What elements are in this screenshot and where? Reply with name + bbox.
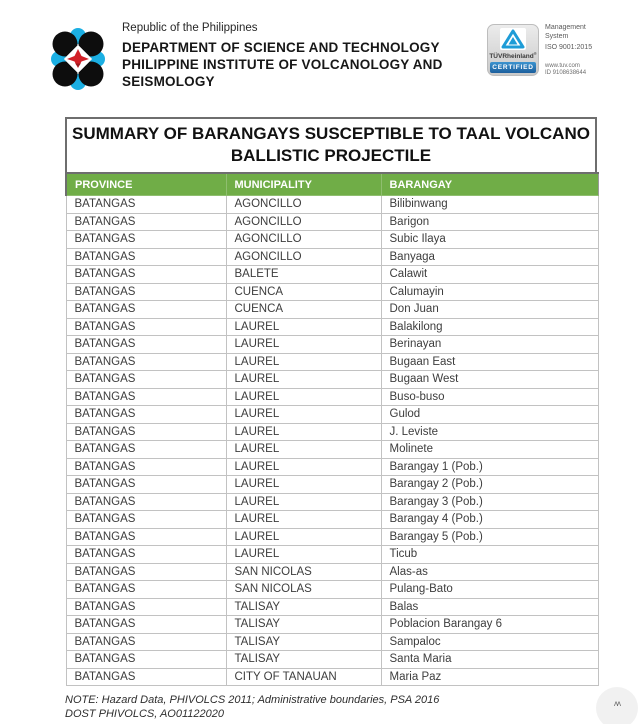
- column-header-municipality: MUNICIPALITY: [226, 173, 381, 196]
- table-title-line-1: SUMMARY OF BARANGAYS SUSCEPTIBLE TO TAAL VOLCANO: [72, 124, 590, 143]
- table-row: [66, 213, 598, 231]
- table-cell: Barangay 4 (Pob.): [381, 511, 598, 529]
- management-line-1: Management: [545, 24, 586, 31]
- table-cell: CUENCA: [226, 301, 381, 319]
- table-cell: BATANGAS: [66, 406, 226, 424]
- table-cell: Pulang-Bato: [381, 581, 598, 599]
- table-cell: Bilibinwang: [381, 196, 598, 214]
- table-row: [66, 423, 598, 441]
- table-cell: LAUREL: [226, 371, 381, 389]
- table-row: [66, 231, 598, 249]
- table-cell: BATANGAS: [66, 336, 226, 354]
- certification-text: [545, 24, 592, 77]
- table-cell: Berinayan: [381, 336, 598, 354]
- table-row: [66, 318, 598, 336]
- table-cell: CITY OF TANAUAN: [226, 668, 381, 686]
- table-cell: Maria Paz: [381, 668, 598, 686]
- table-title-line-2: BALLISTIC PROJECTILE: [230, 146, 432, 165]
- table-cell: LAUREL: [226, 406, 381, 424]
- table-cell: LAUREL: [226, 546, 381, 564]
- table-cell: LAUREL: [226, 458, 381, 476]
- table-cell: BATANGAS: [66, 563, 226, 581]
- footnote-line-1: NOTE: Hazard Data, PHIVOLCS 2011; Administrative boundaries, PSA 2016: [65, 694, 440, 706]
- scroll-button[interactable]: [596, 687, 638, 724]
- table-cell: Poblacion Barangay 6: [381, 616, 598, 634]
- table-row: [66, 283, 598, 301]
- table-cell: BATANGAS: [66, 248, 226, 266]
- table-row: [66, 388, 598, 406]
- tuv-url: www.tuv.com: [545, 62, 580, 69]
- table-cell: TALISAY: [226, 651, 381, 669]
- table-header: [66, 173, 598, 196]
- table-cell: BATANGAS: [66, 511, 226, 529]
- column-header-province: PROVINCE: [66, 173, 226, 196]
- table-cell: BATANGAS: [66, 581, 226, 599]
- management-line-2: System: [545, 32, 569, 40]
- table-cell: Balakilong: [381, 318, 598, 336]
- table-cell: BATANGAS: [66, 616, 226, 634]
- table-body: [66, 196, 598, 686]
- table-cell: BATANGAS: [66, 301, 226, 319]
- table-cell: Bugaan East: [381, 353, 598, 371]
- table-row: [66, 546, 598, 564]
- letterhead: [122, 22, 443, 90]
- registered-mark: ®: [533, 51, 537, 56]
- table-cell: SAN NICOLAS: [226, 563, 381, 581]
- tuv-triangle-icon: [500, 28, 526, 50]
- table-row: [66, 301, 598, 319]
- tuv-brand-label: TÜVRheinland®: [489, 51, 537, 61]
- table-cell: BATANGAS: [66, 423, 226, 441]
- table-cell: SAN NICOLAS: [226, 581, 381, 599]
- table-row: [66, 406, 598, 424]
- table-cell: TALISAY: [226, 616, 381, 634]
- table-row: [66, 633, 598, 651]
- table-cell: Banyaga: [381, 248, 598, 266]
- table-row: [66, 458, 598, 476]
- table-cell: Santa Maria: [381, 651, 598, 669]
- table-cell: BATANGAS: [66, 266, 226, 284]
- table-cell: BATANGAS: [66, 371, 226, 389]
- table-row: [66, 371, 598, 389]
- table-cell: Barangay 1 (Pob.): [381, 458, 598, 476]
- table-row: [66, 511, 598, 529]
- table-row: [66, 616, 598, 634]
- table-cell: LAUREL: [226, 388, 381, 406]
- table-cell: LAUREL: [226, 336, 381, 354]
- table-cell: J. Leviste: [381, 423, 598, 441]
- table-row: [66, 563, 598, 581]
- republic-line: Republic of the Philippines: [122, 22, 258, 34]
- table-row: [66, 598, 598, 616]
- table-cell: Bugaan West: [381, 371, 598, 389]
- table-cell: Calawit: [381, 266, 598, 284]
- table-cell: BATANGAS: [66, 318, 226, 336]
- table-cell: AGONCILLO: [226, 248, 381, 266]
- table-row: [66, 336, 598, 354]
- table-cell: Balas: [381, 598, 598, 616]
- table-row: [66, 528, 598, 546]
- table-cell: Barangay 5 (Pob.): [381, 528, 598, 546]
- table-cell: Calumayin: [381, 283, 598, 301]
- table-cell: BATANGAS: [66, 458, 226, 476]
- table-cell: LAUREL: [226, 423, 381, 441]
- table-cell: LAUREL: [226, 318, 381, 336]
- table-cell: Ticub: [381, 546, 598, 564]
- table-row: [66, 476, 598, 494]
- table-cell: LAUREL: [226, 441, 381, 459]
- table-cell: BATANGAS: [66, 231, 226, 249]
- table-row: [66, 196, 598, 214]
- table-cell: Barigon: [381, 213, 598, 231]
- table-row: [66, 668, 598, 686]
- table-cell: BATANGAS: [66, 353, 226, 371]
- table-cell: Barangay 3 (Pob.): [381, 493, 598, 511]
- table-cell: BATANGAS: [66, 441, 226, 459]
- table-cell: BATANGAS: [66, 633, 226, 651]
- table-cell: CUENCA: [226, 283, 381, 301]
- table-cell: TALISAY: [226, 598, 381, 616]
- data-table: [65, 172, 599, 686]
- table-cell: Sampaloc: [381, 633, 598, 651]
- department-line: DEPARTMENT OF SCIENCE AND TECHNOLOGY: [122, 40, 440, 55]
- institute-line-2: SEISMOLOGY: [122, 74, 215, 89]
- double-chevron-icon: ʌʌ: [614, 699, 620, 708]
- table-row: [66, 353, 598, 371]
- table-row: [66, 248, 598, 266]
- table-cell: AGONCILLO: [226, 231, 381, 249]
- table-cell: BATANGAS: [66, 388, 226, 406]
- table-cell: BATANGAS: [66, 196, 226, 214]
- table-row: [66, 441, 598, 459]
- table-cell: BATANGAS: [66, 213, 226, 231]
- column-header-barangay: BARANGAY: [381, 173, 598, 196]
- table-cell: Barangay 2 (Pob.): [381, 476, 598, 494]
- certified-banner: CERTIFIED: [490, 62, 536, 73]
- table-cell: BATANGAS: [66, 651, 226, 669]
- institute-line-1: PHILIPPINE INSTITUTE OF VOLCANOLOGY AND: [122, 57, 443, 72]
- table-cell: AGONCILLO: [226, 213, 381, 231]
- iso-label: ISO 9001:2015: [545, 44, 593, 51]
- table-cell: TALISAY: [226, 633, 381, 651]
- table-cell: Gulod: [381, 406, 598, 424]
- table-cell: Alas-as: [381, 563, 598, 581]
- table-cell: BATANGAS: [66, 598, 226, 616]
- table-row: [66, 651, 598, 669]
- table-cell: LAUREL: [226, 511, 381, 529]
- header-row: [66, 173, 598, 196]
- susceptible-barangays-table: [65, 117, 597, 686]
- table-row: [66, 581, 598, 599]
- table-cell: BALETE: [226, 266, 381, 284]
- table-row: [66, 493, 598, 511]
- table-cell: AGONCILLO: [226, 196, 381, 214]
- dost-logo-icon: [51, 27, 105, 97]
- table-cell: BATANGAS: [66, 528, 226, 546]
- table-cell: Don Juan: [381, 301, 598, 319]
- tuv-badge: [487, 24, 539, 76]
- table-cell: BATANGAS: [66, 546, 226, 564]
- table-cell: Subic Ilaya: [381, 231, 598, 249]
- table-cell: BATANGAS: [66, 283, 226, 301]
- table-cell: LAUREL: [226, 493, 381, 511]
- table-cell: BATANGAS: [66, 493, 226, 511]
- table-cell: LAUREL: [226, 353, 381, 371]
- table-row: [66, 266, 598, 284]
- table-cell: BATANGAS: [66, 476, 226, 494]
- certification-badge: [487, 24, 592, 77]
- tuv-cert-id: ID 9108638644: [545, 69, 587, 76]
- table-cell: Buso-buso: [381, 388, 598, 406]
- table-cell: Molinete: [381, 441, 598, 459]
- footnote-line-2: DOST PHIVOLCS, AO01122020: [65, 707, 224, 720]
- table-cell: BATANGAS: [66, 668, 226, 686]
- table-cell: LAUREL: [226, 528, 381, 546]
- table-title: [65, 117, 597, 172]
- footnote: [65, 694, 439, 721]
- table-cell: LAUREL: [226, 476, 381, 494]
